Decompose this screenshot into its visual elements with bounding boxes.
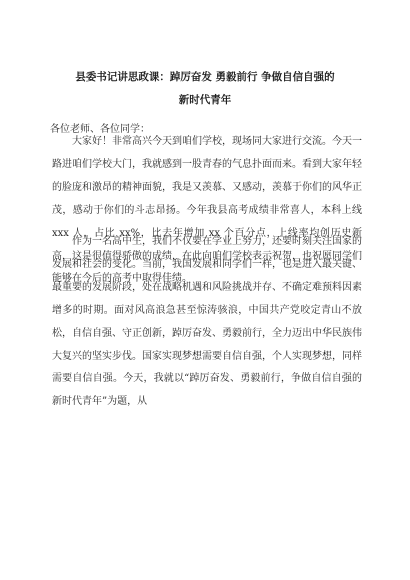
document-title-line1: 县委书记讲思政课：踔厉奋发 勇毅前行 争做自信自强的 — [75, 71, 335, 83]
salutation: 各位老师、各位同学： — [50, 124, 150, 135]
body-paragraph-2: 作为一名高中生，我们不仅要在学业上努力，还要时刻关注国家的发展和社会的变化。当前，我国发展和同学们一样，也是进入最关键、最重要的发展阶段，处在战略机遇和风险挑战并存、不确定难预料因素增多的时期。面对风高浪急甚至惊涛骇浪，中国共产党咬定青山不放松，自信自强、守正创新，踔厉奋发、勇毅前行，全力迈出中华民族伟大复兴的坚实步伐。国家实现梦想需要自信自强，个人实现梦想，同样需要自信自强。今天，我就以“踔厉奋发、勇毅前行，争做自信自强的新时代青年”为题，从 — [52, 236, 362, 408]
document-title-line2: 新时代青年 — [178, 94, 232, 106]
body-paragraph-1: 大家好！非常高兴今天到咱们学校，现场同大家进行交流。今天一路进咱们学校大门，我就感到一股青春的气息扑面而来。看到大家年轻的脸庞和激昂的精神面貌，我是又羡慕、又感动，羡慕于你们的风华正茂，感动于你们的斗志昂扬。今年我县高考成绩非常喜人，本科上线 xxx 人，占比 xx%，比去年增加 xx 个百分点，上线率均创历史新高，这是很值得骄傲的成绩，在此向咱们学校表示祝贺，也祝愿同学们能够在今后的高考中取得佳绩。 — [52, 136, 362, 285]
